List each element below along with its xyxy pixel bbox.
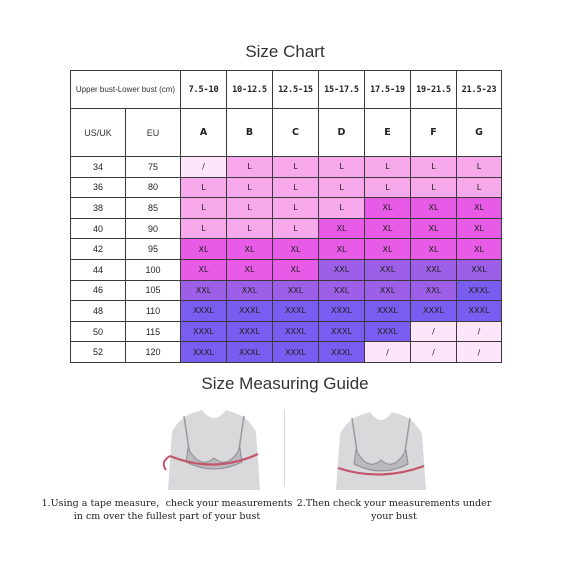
- under-bust-measure-image: [322, 404, 440, 490]
- table-row: [71, 259, 502, 280]
- us-size-cell: 38: [71, 198, 126, 219]
- size-cell: L: [273, 157, 319, 178]
- us-size-cell: 44: [71, 259, 126, 280]
- size-cell: XL: [273, 259, 319, 280]
- size-cell: XL: [227, 239, 273, 260]
- size-cell: XXXL: [273, 342, 319, 363]
- eu-size-cell: 100: [126, 259, 181, 280]
- size-cell: XL: [319, 218, 365, 239]
- size-cell: L: [273, 177, 319, 198]
- size-cell: /: [411, 321, 457, 342]
- table-row: [71, 321, 502, 342]
- table-row: [71, 342, 502, 363]
- step1-line2: in cm over the fullest part of your bust: [73, 511, 261, 522]
- size-cell: XXL: [411, 259, 457, 280]
- eu-size-cell: 120: [126, 342, 181, 363]
- size-cell: XXL: [365, 259, 411, 280]
- header-range-6: 21.5-23: [457, 71, 502, 109]
- eu-size-cell: 80: [126, 177, 181, 198]
- size-cell: L: [227, 157, 273, 178]
- size-cell: L: [227, 177, 273, 198]
- size-cell: XL: [365, 218, 411, 239]
- header-cup-4: E: [365, 109, 411, 157]
- eu-size-cell: 110: [126, 301, 181, 322]
- us-size-cell: 36: [71, 177, 126, 198]
- header-bust-diff-label: Upper bust-Lower bust (cm): [71, 71, 181, 109]
- size-cell: XL: [273, 239, 319, 260]
- us-size-cell: 48: [71, 301, 126, 322]
- size-cell: XXXL: [457, 280, 502, 301]
- table-row: [71, 301, 502, 322]
- header-range-4: 17.5-19: [365, 71, 411, 109]
- upper-bust-measure-image: [150, 404, 278, 490]
- header-range-1: 10-12.5: [227, 71, 273, 109]
- header-cup-2: C: [273, 109, 319, 157]
- eu-size-cell: 85: [126, 198, 181, 219]
- guide-divider: [284, 410, 285, 486]
- size-chart-title: Size Chart: [245, 42, 325, 61]
- size-cell: L: [319, 177, 365, 198]
- size-cell: /: [457, 342, 502, 363]
- step1-line1: 1.Using a tape measure，check your measurements: [41, 498, 293, 509]
- size-cell: XL: [181, 239, 227, 260]
- size-cell: XXXL: [365, 301, 411, 322]
- size-cell: L: [319, 198, 365, 219]
- step2-line2: your bust: [371, 511, 417, 522]
- size-cell: XXL: [273, 280, 319, 301]
- size-cell: L: [227, 218, 273, 239]
- size-cell: XL: [457, 218, 502, 239]
- size-cell: L: [411, 177, 457, 198]
- step2-caption: [288, 497, 500, 523]
- size-cell: XXXL: [319, 321, 365, 342]
- header-us-uk: US/UK: [71, 109, 126, 157]
- size-cell: XXXL: [457, 301, 502, 322]
- us-size-cell: 34: [71, 157, 126, 178]
- size-cell: /: [411, 342, 457, 363]
- size-cell: XXL: [319, 280, 365, 301]
- size-cell: XL: [227, 259, 273, 280]
- size-cell: L: [273, 218, 319, 239]
- eu-size-cell: 75: [126, 157, 181, 178]
- size-cell: XXXL: [181, 321, 227, 342]
- size-cell: XXXL: [319, 342, 365, 363]
- step1-caption: [36, 497, 298, 523]
- size-cell: XXL: [365, 280, 411, 301]
- size-cell: XXXL: [181, 342, 227, 363]
- size-cell: XXXL: [411, 301, 457, 322]
- size-cell: XL: [319, 239, 365, 260]
- size-cell: XL: [181, 259, 227, 280]
- size-cell: XXXL: [273, 301, 319, 322]
- size-cell: XL: [365, 198, 411, 219]
- size-cell: /: [181, 157, 227, 178]
- table-row: [71, 157, 502, 178]
- size-cell: XL: [457, 198, 502, 219]
- table-row: [71, 198, 502, 219]
- size-cell: XXL: [319, 259, 365, 280]
- size-cell: XXXL: [181, 301, 227, 322]
- eu-size-cell: 105: [126, 280, 181, 301]
- size-cell: L: [181, 198, 227, 219]
- size-cell: L: [457, 177, 502, 198]
- size-cell: XL: [411, 239, 457, 260]
- us-size-cell: 50: [71, 321, 126, 342]
- size-cell: /: [365, 342, 411, 363]
- table-row: [71, 177, 502, 198]
- size-cell: L: [319, 157, 365, 178]
- eu-size-cell: 115: [126, 321, 181, 342]
- size-cell: L: [273, 198, 319, 219]
- us-size-cell: 52: [71, 342, 126, 363]
- header-cup-row: [71, 109, 502, 157]
- size-cell: /: [457, 321, 502, 342]
- table-row: [71, 280, 502, 301]
- size-cell: L: [365, 157, 411, 178]
- header-range-2: 12.5-15: [273, 71, 319, 109]
- size-cell: XXXL: [365, 321, 411, 342]
- header-range-0: 7.5-10: [181, 71, 227, 109]
- header-range-3: 15-17.5: [319, 71, 365, 109]
- header-cup-1: B: [227, 109, 273, 157]
- measuring-guide-title: Size Measuring Guide: [201, 374, 369, 393]
- size-cell: XXXL: [227, 342, 273, 363]
- size-cell: XL: [365, 239, 411, 260]
- table-row: [71, 218, 502, 239]
- size-cell: L: [181, 177, 227, 198]
- step2-line1: 2.Then check your measurements under: [296, 498, 492, 509]
- us-size-cell: 46: [71, 280, 126, 301]
- size-cell: L: [181, 218, 227, 239]
- size-cell: L: [365, 177, 411, 198]
- size-cell: XXL: [411, 280, 457, 301]
- size-cell: XL: [457, 239, 502, 260]
- size-chart-table: [70, 70, 502, 363]
- table-row: [71, 239, 502, 260]
- us-size-cell: 40: [71, 218, 126, 239]
- size-cell: XXXL: [227, 321, 273, 342]
- header-range-row: [71, 71, 502, 109]
- header-range-5: 19-21.5: [411, 71, 457, 109]
- us-size-cell: 42: [71, 239, 126, 260]
- size-cell: XL: [411, 218, 457, 239]
- eu-size-cell: 90: [126, 218, 181, 239]
- size-cell: L: [457, 157, 502, 178]
- header-cup-6: G: [457, 109, 502, 157]
- header-cup-3: D: [319, 109, 365, 157]
- size-cell: XXXL: [319, 301, 365, 322]
- size-cell: XXL: [457, 259, 502, 280]
- size-cell: L: [411, 157, 457, 178]
- size-cell: XXXL: [273, 321, 319, 342]
- header-cup-5: F: [411, 109, 457, 157]
- eu-size-cell: 95: [126, 239, 181, 260]
- header-cup-0: A: [181, 109, 227, 157]
- size-cell: XL: [411, 198, 457, 219]
- size-cell: XXL: [227, 280, 273, 301]
- size-cell: XXL: [181, 280, 227, 301]
- size-cell: L: [227, 198, 273, 219]
- size-cell: XXXL: [227, 301, 273, 322]
- header-eu: EU: [126, 109, 181, 157]
